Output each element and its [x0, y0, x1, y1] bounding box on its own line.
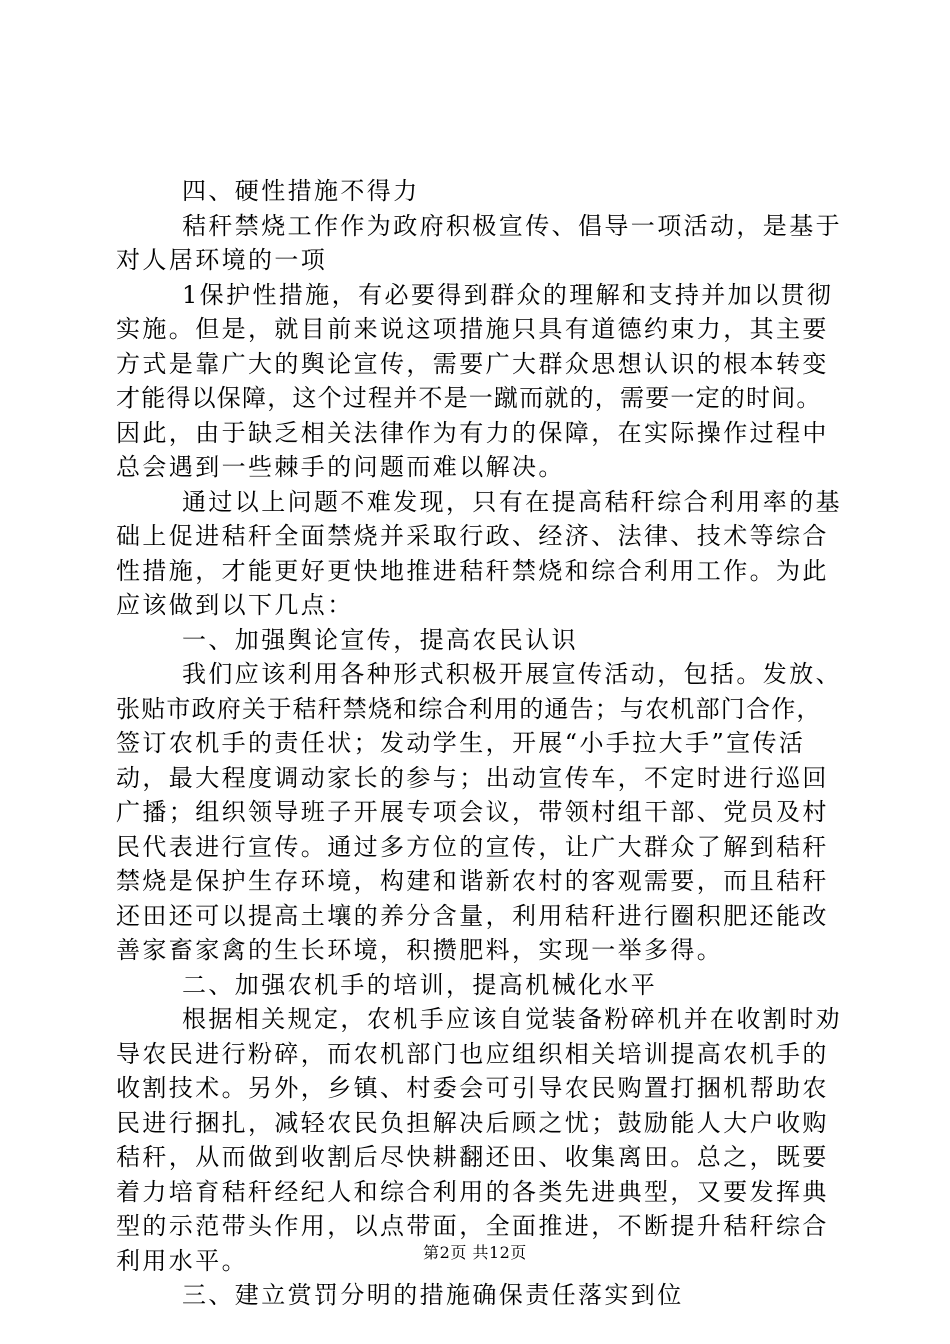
- section-heading-1: 一、加强舆论宣传，提高农民认识: [182, 625, 578, 654]
- paragraph-line: 根据相关规定，农机手应该自觉装备粉碎机并在收割时劝: [182, 1005, 842, 1033]
- paragraph-line: 秸秆，从而做到收割后尽快耕翻还田、收集离田。总之，既要: [116, 1143, 829, 1171]
- paragraph-line: 导农民进行粉碎，而农机部门也应组织相关培训提高农机手的: [116, 1039, 829, 1068]
- paragraph-line: 通过以上问题不难发现，只有在提高秸秆综合利用率的基: [182, 487, 842, 516]
- paragraph-line: 秸秆禁烧工作作为政府积极宣传、倡导一项活动，是基于: [182, 211, 842, 240]
- document-body: [116, 174, 842, 1313]
- paragraph-line: 民进行捆扎，减轻农民负担解决后顾之忧；鼓励能人大户收购: [116, 1108, 829, 1137]
- paragraph-line: 实施。但是，就目前来说这项措施只具有道德约束力，其主要: [116, 315, 829, 343]
- paragraph-line: 础上促进秸秆全面禁烧并采取行政、经济、法律、技术等综合: [116, 522, 829, 550]
- paragraph-line: 我们应该利用各种形式积极开展宣传活动，包括。发放、: [182, 660, 842, 688]
- page-number-footer: 第2页 共12页: [423, 1243, 527, 1262]
- paragraph-line: 总会遇到一些棘手的问题而难以解决。: [116, 453, 565, 481]
- paragraph-line: 性措施，才能更好更快地推进秸秆禁烧和综合利用工作。为此: [116, 556, 829, 585]
- paragraph-line: 签订农机手的责任状；发动学生，开展“小手拉大手”宣传活: [116, 729, 806, 757]
- section-heading-3: 三、建立赏罚分明的措施确保责任落实到位: [182, 1281, 684, 1309]
- paragraph-line: 利用水平。: [116, 1246, 248, 1275]
- paragraph-line: 着力培育秸秆经纪人和综合利用的各类先进典型，又要发挥典: [116, 1177, 829, 1206]
- paragraph-line: 张贴市政府关于秸秆禁烧和综合利用的通告；与农机部门合作，: [116, 694, 822, 723]
- paragraph-line: 禁烧是保护生存环境，构建和谐新农村的客观需要，而且秸秆: [116, 867, 829, 895]
- paragraph-line: 才能得以保障，这个过程并不是一蹴而就的，需要一定的时间。: [116, 384, 822, 412]
- paragraph-line: 动，最大程度调动家长的参与；出动宣传车，不定时进行巡回: [116, 763, 829, 792]
- paragraph-line: 广播；组织领导班子开展专项会议，带领村组干部、党员及村: [116, 798, 829, 826]
- paragraph-line: 1保护性措施，有必要得到群众的理解和支持并加以贯彻: [182, 280, 834, 309]
- paragraph-line: 善家畜家禽的生长环境，积攒肥料，实现一举多得。: [116, 936, 724, 964]
- paragraph-line: 型的示范带头作用，以点带面，全面推进，不断提升秸秆综合: [116, 1212, 829, 1240]
- section-heading-4: 四、硬性措施不得力: [182, 177, 420, 205]
- section-heading-2: 二、加强农机手的培训，提高机械化水平: [182, 970, 658, 999]
- paragraph-line: 还田还可以提高土壤的养分含量，利用秸秆进行圈积肥还能改: [116, 901, 829, 930]
- paragraph-line: 应该做到以下几点：: [116, 591, 354, 619]
- paragraph-line: 对人居环境的一项: [116, 246, 328, 274]
- paragraph-line: 收割技术。另外，乡镇、村委会可引导农民购置打捆机帮助农: [116, 1074, 829, 1102]
- paragraph-line: 方式是靠广大的舆论宣传，需要广大群众思想认识的根本转变: [116, 349, 829, 378]
- paragraph-line: 民代表进行宣传。通过多方位的宣传，让广大群众了解到秸秆: [116, 832, 829, 861]
- paragraph-line: 因此，由于缺乏相关法律作为有力的保障，在实际操作过程中: [116, 418, 829, 447]
